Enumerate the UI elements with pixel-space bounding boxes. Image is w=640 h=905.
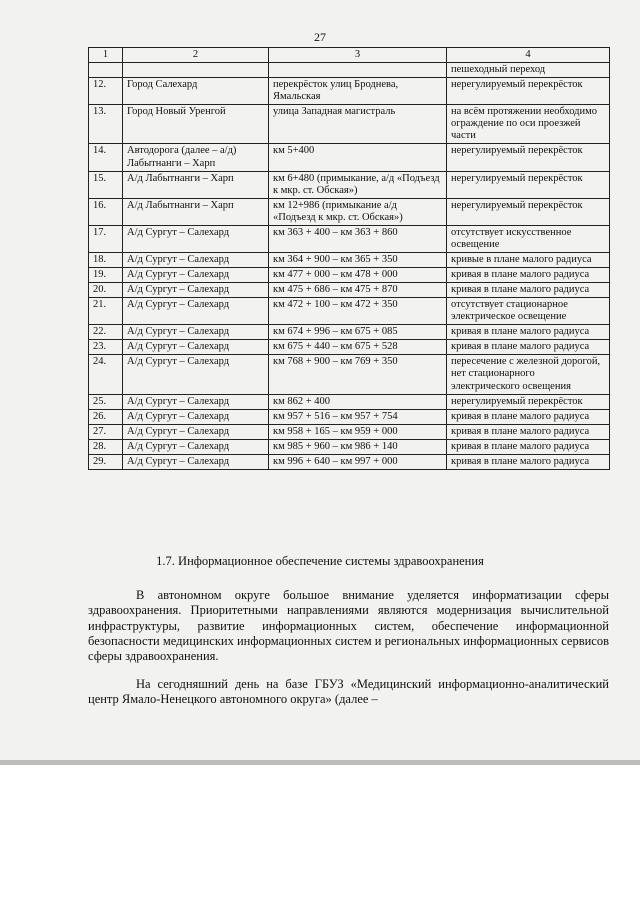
body-paragraph xyxy=(88,677,609,708)
table-row xyxy=(89,78,610,105)
section-title: 1.7. Информационное обеспечение системы здравоохранения xyxy=(156,554,484,568)
table-cell-issue: нерегулируемый перекрёсток xyxy=(447,78,610,105)
table-cell-num: 15. xyxy=(89,171,123,198)
table-row xyxy=(89,298,610,325)
paragraph-text: На сегодняшний день на базе ГБУЗ «Медицинский информационно-аналитический центр Ямало-Ненецкого автономного округа» (далее – xyxy=(88,677,609,707)
table-body xyxy=(89,63,610,470)
table-row xyxy=(89,394,610,409)
table-cell xyxy=(89,63,123,78)
table-cell-issue: кривая в плане малого радиуса xyxy=(447,454,610,469)
road-hazards-table xyxy=(88,47,610,470)
table-cell xyxy=(269,63,447,78)
table-cell-place: А/д Сургут – Салехард xyxy=(123,409,269,424)
table-cell xyxy=(123,63,269,78)
table-cell-place: А/д Сургут – Салехард xyxy=(123,268,269,283)
table-cell-num: 27. xyxy=(89,424,123,439)
table-cell-location: км 6+480 (примыкание, а/д «Подъезд к мкр. ст. Обская») xyxy=(269,171,447,198)
table-cell-location: км 958 + 165 – км 959 + 000 xyxy=(269,424,447,439)
table-cell-num: 29. xyxy=(89,454,123,469)
table-cell-issue: отсутствует искусственное освещение xyxy=(447,225,610,252)
paragraph-text: В автономном округе большое внимание уделяется информатизации сферы здравоохранения. Приоритетными направлениями являются модернизация вычислительной инфраструктуры, развитие информационных систем, обеспечение информационной безопасности медицинских информационных систем и региональных информационных сервисов сферы здравоохранения. xyxy=(88,588,609,663)
table-cell-issue: кривая в плане малого радиуса xyxy=(447,409,610,424)
table-cell-place: А/д Сургут – Салехард xyxy=(123,225,269,252)
table-cell-location: км 996 + 640 – км 997 + 000 xyxy=(269,454,447,469)
table-cell-issue: нерегулируемый перекрёсток xyxy=(447,144,610,171)
table-cell-num: 20. xyxy=(89,283,123,298)
table-cell-issue: кривая в плане малого радиуса xyxy=(447,439,610,454)
table-row xyxy=(89,340,610,355)
table-cell-num: 25. xyxy=(89,394,123,409)
table-cell-location: км 363 + 400 – км 363 + 860 xyxy=(269,225,447,252)
scan-edge xyxy=(0,760,640,765)
column-header: 3 xyxy=(269,48,447,63)
table-cell-issue: кривая в плане малого радиуса xyxy=(447,325,610,340)
table-cell-location: км 477 + 000 – км 478 + 000 xyxy=(269,268,447,283)
table-cell-location: км 768 + 900 – км 769 + 350 xyxy=(269,355,447,394)
table-row xyxy=(89,198,610,225)
table-cell-issue: кривая в плане малого радиуса xyxy=(447,283,610,298)
table-row xyxy=(89,144,610,171)
table-cell-issue: кривая в плане малого радиуса xyxy=(447,424,610,439)
table-cell-issue: нерегулируемый перекрёсток xyxy=(447,394,610,409)
table-cell-place: А/д Сургут – Салехард xyxy=(123,454,269,469)
table-row xyxy=(89,439,610,454)
table-row xyxy=(89,252,610,267)
table-cell-num: 22. xyxy=(89,325,123,340)
table-cell-num: 26. xyxy=(89,409,123,424)
table-cell-place: А/д Сургут – Салехард xyxy=(123,439,269,454)
table-cell-issue: кривые в плане малого радиуса xyxy=(447,252,610,267)
table-cell-issue: на всём протяжении необходимо ограждение по оси проезжей части xyxy=(447,105,610,144)
page-number: 27 xyxy=(314,30,326,44)
table-cell-num: 24. xyxy=(89,355,123,394)
table-cell-place: А/д Сургут – Салехард xyxy=(123,252,269,267)
table-cell-issue: отсутствует стационарное электрическое освещение xyxy=(447,298,610,325)
table-cell-place: А/д Сургут – Салехард xyxy=(123,283,269,298)
table-cell-num: 21. xyxy=(89,298,123,325)
table-row xyxy=(89,105,610,144)
table-cell-place: А/д Сургут – Салехард xyxy=(123,325,269,340)
table-cell-place: А/д Сургут – Салехард xyxy=(123,394,269,409)
table-cell-place: А/д Лабытнанги – Харп xyxy=(123,198,269,225)
table-cell-location: улица Западная магистраль xyxy=(269,105,447,144)
table-cell-place: Город Салехард xyxy=(123,78,269,105)
table-cell-place: А/д Сургут – Салехард xyxy=(123,340,269,355)
table-cell-num: 13. xyxy=(89,105,123,144)
table-cell-location: км 472 + 100 – км 472 + 350 xyxy=(269,298,447,325)
table-cell-location: км 475 + 686 – км 475 + 870 xyxy=(269,283,447,298)
table-row xyxy=(89,268,610,283)
table-cell-location: км 957 + 516 – км 957 + 754 xyxy=(269,409,447,424)
table-cell-location: перекрёсток улиц Броднева, Ямальская xyxy=(269,78,447,105)
table-cell-location: км 862 + 400 xyxy=(269,394,447,409)
table-cell-place: А/д Сургут – Салехард xyxy=(123,355,269,394)
table-cell-issue: кривая в плане малого радиуса xyxy=(447,340,610,355)
table-cell-num: 14. xyxy=(89,144,123,171)
table-cell-location: км 674 + 996 – км 675 + 085 xyxy=(269,325,447,340)
table-cell-location: км 985 + 960 – км 986 + 140 xyxy=(269,439,447,454)
table-row xyxy=(89,283,610,298)
table-cell-location: км 364 + 900 – км 365 + 350 xyxy=(269,252,447,267)
table-cell-num: 18. xyxy=(89,252,123,267)
table-row xyxy=(89,171,610,198)
table-row xyxy=(89,424,610,439)
table-cell-issue: пересечение с железной дорогой, нет стационарного электрического освещения xyxy=(447,355,610,394)
table-cell-location: км 12+986 (примыкание а/д «Подъезд к мкр. ст. Обская») xyxy=(269,198,447,225)
table-cell-num: 17. xyxy=(89,225,123,252)
table-cell-place: А/д Сургут – Салехард xyxy=(123,298,269,325)
table-cell-issue: нерегулируемый перекрёсток xyxy=(447,171,610,198)
table-cell-place: Автодорога (далее – а/д) Лабытнанги – Харп xyxy=(123,144,269,171)
table-cell-location: км 675 + 440 – км 675 + 528 xyxy=(269,340,447,355)
table-cell-num: 28. xyxy=(89,439,123,454)
table-cell-num: 16. xyxy=(89,198,123,225)
table-row xyxy=(89,454,610,469)
table-cell-num: 12. xyxy=(89,78,123,105)
table-row xyxy=(89,225,610,252)
column-header: 4 xyxy=(447,48,610,63)
carryover-row xyxy=(89,63,610,78)
table-cell-location: км 5+400 xyxy=(269,144,447,171)
table-cell: пешеходный переход xyxy=(447,63,610,78)
body-paragraph xyxy=(88,588,609,664)
column-header: 1 xyxy=(89,48,123,63)
table-cell-issue: нерегулируемый перекрёсток xyxy=(447,198,610,225)
table-cell-place: А/д Лабытнанги – Харп xyxy=(123,171,269,198)
table-row xyxy=(89,325,610,340)
table-cell-place: Город Новый Уренгой xyxy=(123,105,269,144)
table-cell-num: 19. xyxy=(89,268,123,283)
table-cell-issue: кривая в плане малого радиуса xyxy=(447,268,610,283)
column-header: 2 xyxy=(123,48,269,63)
table-header-row xyxy=(89,48,610,63)
table-cell-num: 23. xyxy=(89,340,123,355)
table-row xyxy=(89,355,610,394)
table-row xyxy=(89,409,610,424)
table-cell-place: А/д Сургут – Салехард xyxy=(123,424,269,439)
